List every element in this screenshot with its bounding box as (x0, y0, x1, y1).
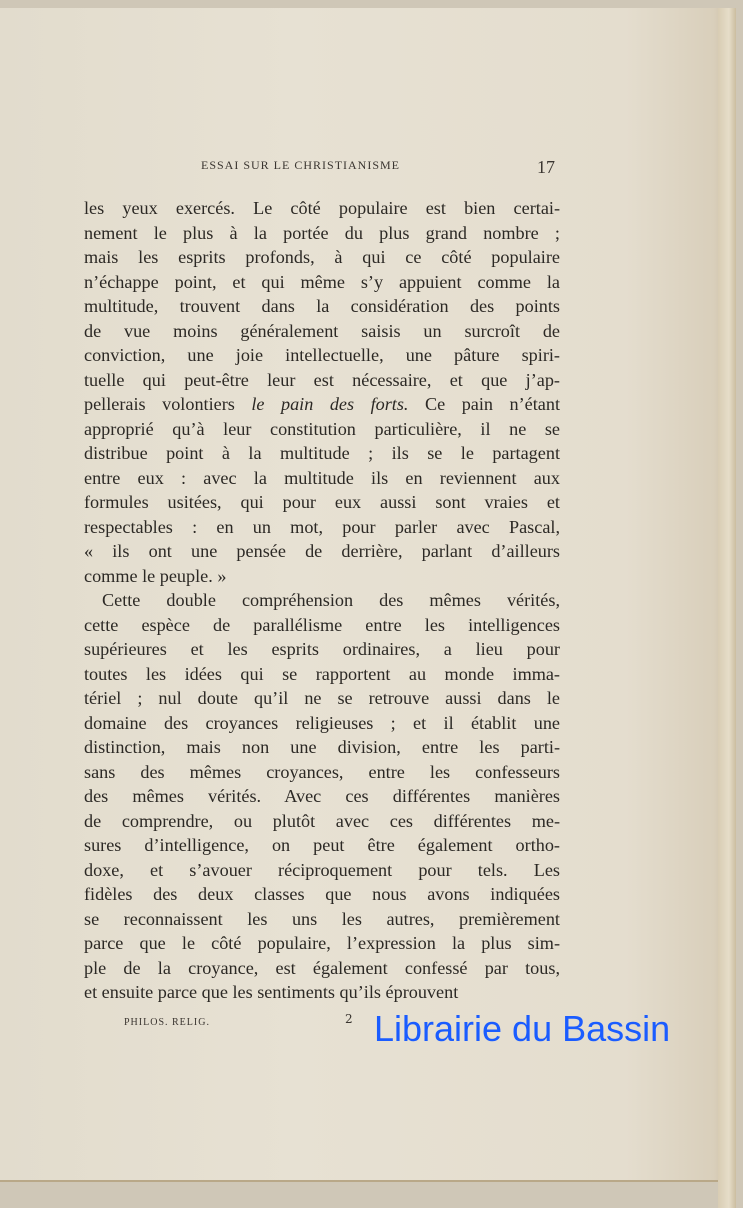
text-line: tériel ; nul doute qu’il ne se retrouve aussi dans le (84, 688, 560, 708)
text-segment: pellerais volontiers (84, 394, 252, 414)
text-line: respectables : en un mot, pour parler avec Pascal, (84, 516, 560, 537)
text-line: mais les esprits profonds, à qui ce côté populaire (84, 247, 560, 267)
signature-number: 2 (345, 1012, 353, 1026)
text-line: multitude, trouvent dans la considération des points (84, 296, 560, 316)
text-line: de vue moins généralement saisis un surcroît de (84, 320, 560, 341)
text-line: fidèles des deux classes que nous avons indiquées (84, 884, 560, 904)
text-line: distinction, mais non une division, entre les parti- (84, 737, 560, 757)
text-line: « ils ont une pensée de derrière, parlant d’ailleurs (84, 541, 560, 561)
text-line: n’échappe point, et qui même s’y appuient comme la (84, 271, 560, 292)
text-line: des mêmes vérités. Avec ces différentes manières (84, 786, 560, 806)
text-line: distribue point à la multitude ; ils se le partagent (84, 443, 560, 463)
text-line: sans des mêmes croyances, entre les confesseurs (84, 761, 560, 782)
text-line: parce que le côté populaire, l’expression la plus sim- (84, 933, 560, 953)
text-line: Cette double compréhension des mêmes vérités, (102, 590, 560, 610)
page-number: 17 (537, 157, 555, 177)
text-line (84, 392, 560, 417)
text-line: se reconnaissent les uns les autres, premièrement (84, 908, 560, 929)
text-line: cette espèce de parallélisme entre les intelligences (84, 614, 560, 635)
italic-phrase: le pain des forts. (251, 394, 409, 414)
page-edge (718, 8, 736, 1208)
text-line: ple de la croyance, est également confessé par tous, (84, 957, 560, 978)
text-line: entre eux : avec la multitude ils en reviennent aux (84, 467, 560, 488)
text-line: doxe, et s’avouer réciproquement pour tels. Les (84, 859, 560, 880)
book-page (0, 8, 736, 1182)
signature-mark: PHILOS. RELIG. (124, 1017, 210, 1028)
text-line: et ensuite parce que les sentiments qu’ils éprouvent (84, 982, 459, 1002)
watermark: Librairie du Bassin (374, 1008, 671, 1049)
text-line: tuelle qui peut-être leur est nécessaire, et que j’ap- (84, 369, 560, 390)
text-line: sures d’intelligence, on peut être également ortho- (84, 835, 560, 855)
text-line: comme le peuple. » (84, 565, 227, 586)
text-line: de comprendre, ou plutôt avec ces différentes me- (84, 810, 560, 831)
text-line: supérieures et les esprits ordinaires, a lieu pour (84, 639, 560, 659)
text-line: conviction, une joie intellectuelle, une pâture spiri- (84, 345, 560, 365)
text-line: domaine des croyances religieuses ; et il établit une (84, 712, 560, 733)
body-text (84, 196, 560, 1005)
text-line: toutes les idées qui se rapportent au monde imma- (84, 663, 560, 684)
text-line: formules usitées, qui pour eux aussi sont vraies et (84, 492, 560, 512)
text-line: approprié qu’à leur constitution particulière, il ne se (84, 418, 560, 439)
text-line: les yeux exercés. Le côté populaire est bien certai- (84, 198, 560, 218)
text-segment: Ce pain n’étant (408, 394, 561, 414)
running-title: ESSAI SUR LE CHRISTIANISME (201, 158, 401, 172)
text-line: nement le plus à la portée du plus grand nombre ; (84, 222, 560, 243)
